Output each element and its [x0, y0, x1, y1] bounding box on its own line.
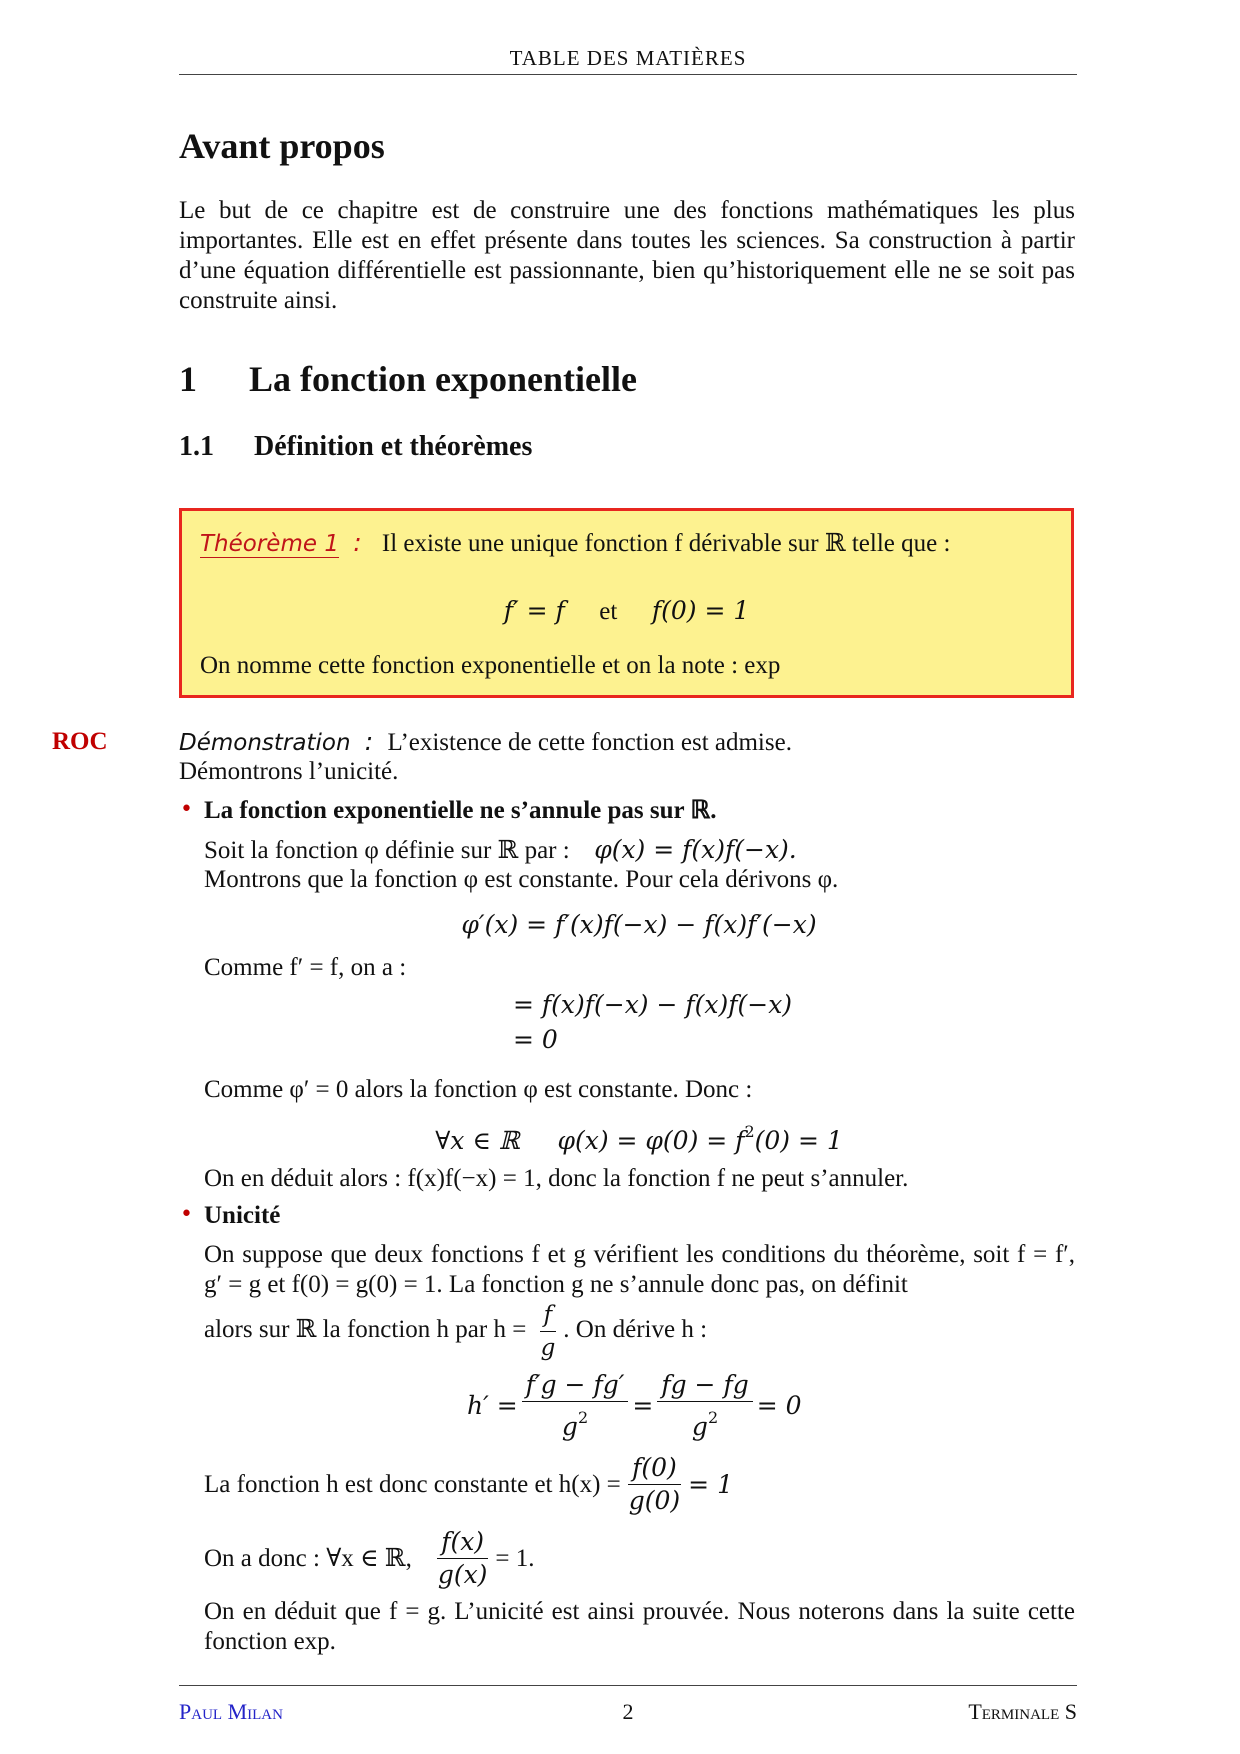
running-header: TABLE DES MATIÈRES	[509, 46, 747, 70]
avant-propos-text: Le but de ce chapitre est de construire une des fonctions mathématiques les plus importantes. Elle est en effet présente dans toutes les sciences. Sa construction à partir d’une équation différentielle est passionnante, bien qu’historiquement elle ne se soit pas construite ainsi.	[179, 197, 1075, 314]
fraction-denominator: g(x)	[437, 1560, 488, 1589]
fraction-denominator: g	[540, 1335, 556, 1361]
bullet1-line2: Montrons que la fonction φ est constante. Pour cela dérivons φ.	[204, 866, 839, 893]
h-constant-text: La fonction h est donc constante et h(x) =	[204, 1470, 621, 1498]
bullet1-eq4	[204, 1117, 1074, 1156]
fraction-numerator: f(0)	[628, 1453, 681, 1485]
bullet2-paragraph: On suppose que deux fonctions f et g vérifient les conditions du théorème, soit f = f′, g′ = g et f(0) = g(0) = 1. La fonction g ne s’annule donc pas, on définit	[204, 1241, 1075, 1298]
fraction-denominator	[688, 1402, 722, 1442]
avant-propos-heading: Avant propos	[179, 126, 385, 166]
bullet1-eq4-quantifier: ∀x ∈ ℝ	[435, 1126, 520, 1155]
h-derivative-result: = 0	[756, 1391, 802, 1420]
theorem-statement: Il existe une unique fonction f dérivable sur ℝ telle que :	[381, 530, 951, 557]
footer-page-number: 2	[622, 1699, 634, 1724]
ratio-line	[204, 1527, 535, 1590]
theorem-label: Théorème 1	[200, 531, 339, 557]
bullet1-line1-text: Soit la fonction φ définie sur ℝ par :	[204, 837, 570, 864]
bullet2-conclusion: On en déduit que f = g. L’unicité est ainsi prouvée. Nous noterons dans la suite cette fonction exp.	[204, 1598, 1075, 1655]
section-title-text: La fonction exponentielle	[249, 359, 637, 399]
ratio-text: On a donc : ∀x ∈ ℝ,	[204, 1544, 412, 1572]
bullet1-line3: Comme f′ = f, on a :	[204, 954, 407, 981]
theorem-formula-et: et	[599, 598, 618, 625]
bullet1-eq4-exponent: 2	[744, 1122, 755, 1141]
bullet-marker: •	[180, 1202, 193, 1227]
fraction-denominator-base: g	[561, 1412, 578, 1441]
equals-sign: =	[632, 1391, 654, 1420]
bullet2-line-h-tail: . On dérive h :	[563, 1316, 708, 1344]
demo-colon: :	[364, 727, 374, 756]
bullet1-eq4-tail: (0) = 1	[754, 1126, 843, 1155]
bullet1-eq2: = f(x)f(−x) − f(x)f(−x)	[513, 990, 793, 1019]
bullet2-line-h-text: alors sur ℝ la fonction h par h =	[204, 1316, 527, 1344]
bullet-marker: •	[180, 797, 193, 822]
demo-label: Démonstration	[179, 730, 351, 756]
fraction-simplified	[657, 1370, 752, 1442]
fraction-denominator-exponent: 2	[707, 1408, 719, 1427]
bullet1-eq1: φ′(x) = f′(x)f(−x) − f(x)f′(−x)	[461, 910, 817, 939]
bullet1-eq3: = 0	[513, 1025, 558, 1054]
h-constant-line	[204, 1453, 733, 1516]
fraction-numerator: fg − fg	[657, 1370, 752, 1402]
theorem-formula-right: f(0) = 1	[651, 596, 750, 625]
footer-author: Paul Milan	[179, 1699, 283, 1724]
fraction-f0-over-g0	[625, 1453, 684, 1516]
footer-rule	[179, 1685, 1077, 1686]
subsection-number: 1.1	[179, 431, 214, 462]
bullet1-line1-formula: φ(x) = f(x)f(−x).	[594, 835, 797, 864]
fraction-numerator: f′g − fg′	[522, 1370, 629, 1402]
fraction-denominator	[558, 1402, 592, 1442]
fraction-denominator: g(0)	[628, 1486, 681, 1515]
fraction-numerator: f(x)	[437, 1527, 488, 1559]
bullet1-line4: Comme φ′ = 0 alors la fonction φ est constante. Donc :	[204, 1076, 753, 1103]
theorem-statement-line	[200, 528, 1060, 559]
section-title	[179, 358, 637, 400]
roc-margin-tag: ROC	[52, 728, 108, 755]
fraction-derivative-quotient	[522, 1370, 629, 1442]
fraction-fx-over-gx	[434, 1527, 492, 1590]
theorem-colon: :	[353, 528, 362, 557]
h-derivative-equation	[467, 1370, 802, 1442]
bullet2-line-h	[204, 1300, 707, 1363]
bullet1-line5: On en déduit alors : f(x)f(−x) = 1, donc la fonction f ne peut s’annuler.	[204, 1165, 909, 1192]
header-rule	[179, 74, 1077, 75]
theorem-formula-left: f′ = f	[503, 596, 565, 625]
fraction-denominator-exponent: 2	[577, 1408, 589, 1427]
theorem-formula	[182, 596, 1071, 627]
bullet1-title: La fonction exponentielle ne s’annule pas sur ℝ.	[204, 797, 717, 824]
fraction-numerator: f	[540, 1300, 557, 1332]
footer-class: Terminale S	[968, 1699, 1077, 1724]
h-constant-result: = 1	[688, 1469, 733, 1499]
bullet1-line1	[204, 835, 797, 866]
demo-line2: Démontrons l’unicité.	[179, 758, 399, 785]
subsection-title	[179, 431, 532, 463]
theorem-box	[179, 508, 1074, 698]
demo-text: L’existence de cette fonction est admise.	[387, 729, 792, 756]
subsection-title-text: Définition et théorèmes	[254, 431, 533, 462]
h-derivative-lhs: h′ =	[467, 1391, 518, 1420]
demo-line1	[179, 727, 1075, 758]
fraction-denominator-base: g	[691, 1412, 708, 1441]
bullet1-eq4-body: φ(x) = φ(0) = f	[557, 1126, 745, 1155]
fraction-f-over-g	[537, 1300, 560, 1363]
ratio-result: = 1.	[495, 1544, 535, 1572]
bullet2-title: Unicité	[204, 1202, 281, 1229]
theorem-conclusion: On nomme cette fonction exponentielle et on la note : exp	[200, 652, 781, 679]
section-number: 1	[179, 359, 197, 399]
